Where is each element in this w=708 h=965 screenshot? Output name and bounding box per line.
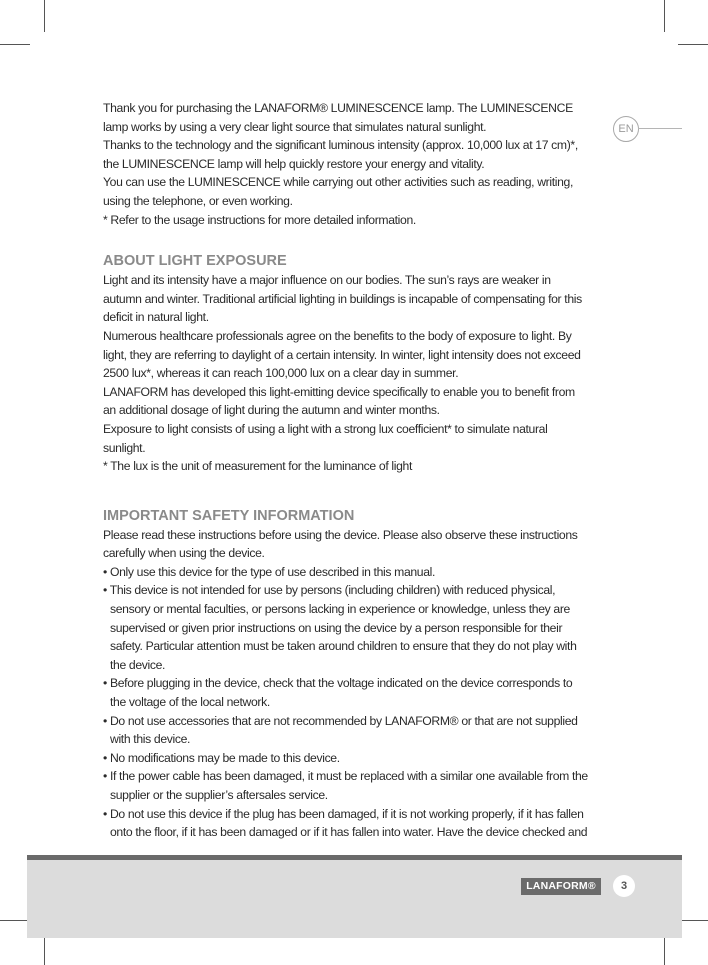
safety-bullet: • Do not use this device if the plug has been damaged, if it is not working properly, if it has fallen onto the floor, if it has been damaged or if it has fallen into water. Have the device checked and (103, 806, 588, 840)
safety-bullet: • Do not use accessories that are not recommended by LANAFORM® or that are not supplied with this device. (103, 713, 578, 747)
crop-mark (0, 44, 30, 45)
section-heading-light-exposure: ABOUT LIGHT EXPOSURE (103, 253, 287, 270)
light-exposure-paragraph: LANAFORM has developed this light-emitting device specifically to enable you to benefit from an additional dosage of light during the autumn and winter months. (103, 384, 575, 418)
crop-mark (0, 920, 30, 921)
safety-bullet: • No modifications may be made to this device. (103, 750, 340, 765)
section-heading-safety: IMPORTANT SAFETY INFORMATION (103, 507, 355, 524)
light-exposure-paragraph: Numerous healthcare professionals agree on the benefits to the body of exposure to light. By light, they are referring to daylight of a certain intensity. In winter, light intensity does not exceed 2500 lux*, whereas it can reach 100,000 lux on a clear day in summer. (103, 328, 581, 381)
crop-mark (678, 44, 708, 45)
safety-bullet: • If the power cable has been damaged, it must be replaced with a similar one available from the supplier or the supplier’s aftersales service. (103, 769, 588, 802)
page-footer (27, 855, 682, 938)
crop-mark (678, 920, 708, 921)
intro-paragraph: Thank you for purchasing the LANAFORM® LUMINESCENCE lamp. The LUMINESCENCE lamp works by using a very clear light source that simulates natural sunlight. (103, 101, 573, 134)
intro-footnote: * Refer to the usage instructions for more detailed information. (103, 212, 416, 227)
language-badge-line (638, 128, 682, 129)
intro-paragraph: You can use the LUMINESCENCE while carrying out other activities such as reading, writing, using the telephone, or even working. (103, 175, 574, 208)
page-number: 3 (613, 875, 635, 897)
manual-content (103, 99, 589, 842)
crop-mark (664, 0, 665, 32)
light-exposure-paragraph: Exposure to light consists of using a light with a strong lux coefficient* to simulate natural sunlight. (103, 421, 548, 455)
crop-mark (44, 0, 45, 32)
language-badge: EN (613, 116, 639, 142)
safety-intro: Please read these instructions before using the device. Please also observe these instructions carefully when using the device. (103, 527, 578, 561)
intro-paragraph: Thanks to the technology and the significant luminous intensity (approx. 10,000 lux at 17 cm)*, the LUMINESCENCE lamp will help quickly restore your energy and vitality. (103, 138, 578, 171)
light-exposure-footnote: * The lux is the unit of measurement for the luminance of light (103, 459, 412, 474)
light-exposure-paragraph: Light and its intensity have a major influence on our bodies. The sun’s rays are weaker in autumn and winter. Traditional artificial lighting in buildings is incapable of compensating for this deficit in natural light. (103, 273, 582, 325)
safety-bullet: • Before plugging in the device, check that the voltage indicated on the device corresponds to the voltage of the local network. (103, 676, 573, 710)
brand-logo: LANAFORM® (521, 878, 601, 895)
footer-divider (27, 855, 682, 860)
safety-bullet: • Only use this device for the type of use described in this manual. (103, 564, 436, 579)
safety-bullet: • This device is not intended for use by persons (including children) with reduced physical, sensory or mental faculties, or persons lacking in experience or knowledge, unless they are supervised or given prior instructions on using the device by a person responsible for their safety. Particular attention must be taken around children to ensure that they do not play with the device. (103, 583, 577, 672)
